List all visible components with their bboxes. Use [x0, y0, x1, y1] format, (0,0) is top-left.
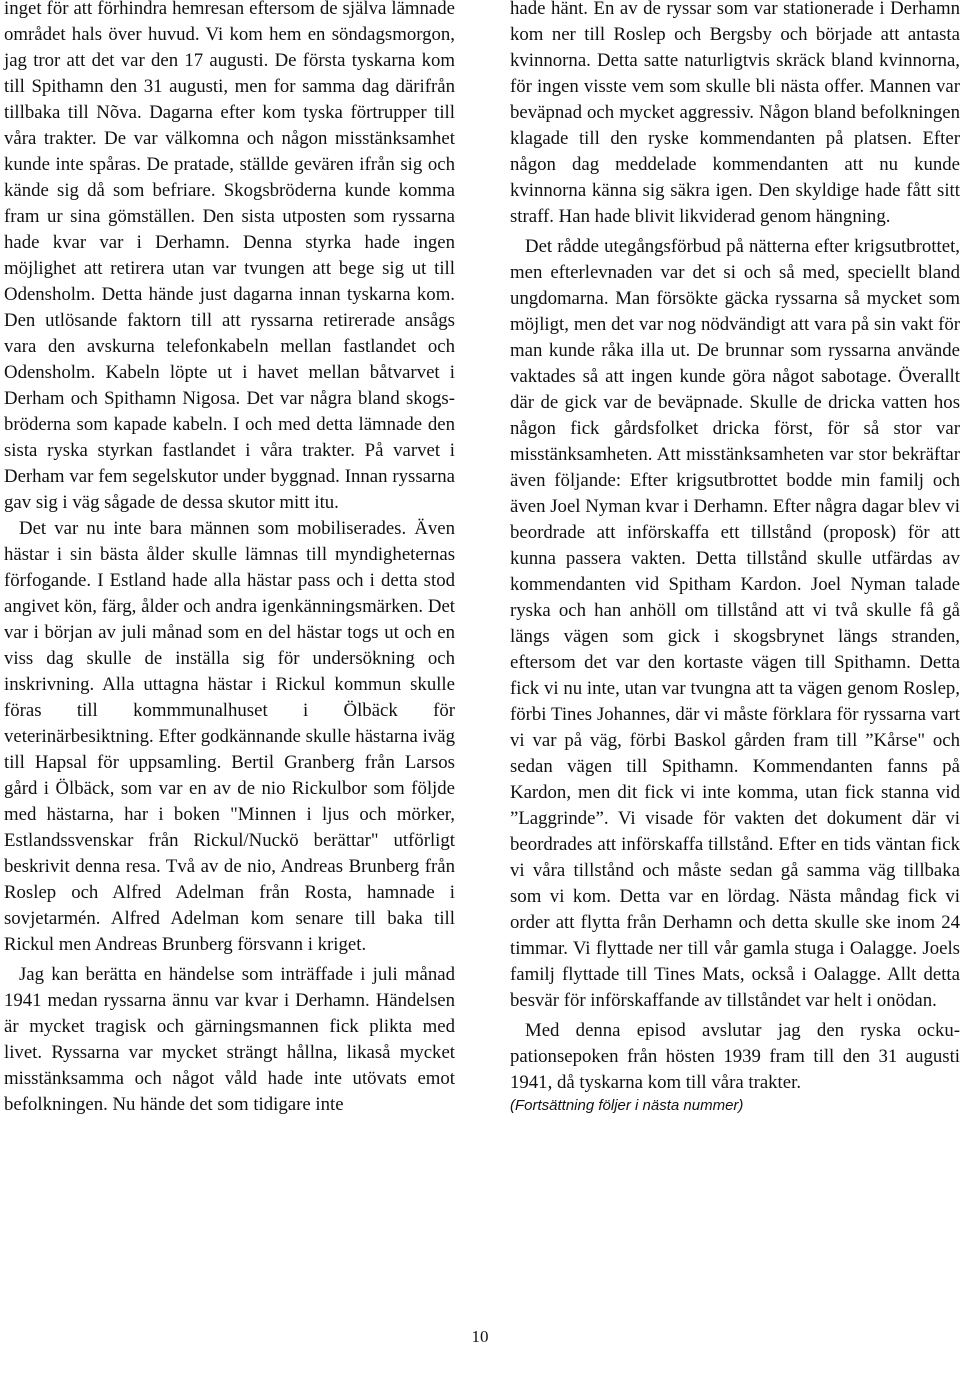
continuation-notice: (Fortsättning följer i nästa nummer)	[510, 1097, 744, 1114]
left-paragraph-1: inget för att förhindra hemresan eftersom de själva lämnade området hals över huvud. Vi kom hem en söndagsmorgon, jag tror att det var den 17 augusti. De första tyskarna kom till Spithamn den 31 augusti, men for samma dag därifrån tillbaka till Nõva. Dagarna efter kom tyska förtrupper till våra trakter. De var välkomna och någon misstänksamhet kunde inte spåras. De pratade, ställde gevären ifrån sig och kände sig då som befriare. Skogsbröderna kunde komma fram ur sina gömställen. Den sista utposten som ryssarna hade kvar var i Derhamn. Denna styrka hade ingen möjlighet att retirera utan var tvungen att bege sig ut till Odensholm. Detta hände just dagarna innan tyskarna kom. Den utlösande faktorn till att ryssarna retirerade ansågs vara den avskurna telefonkabeln mellan fastlandet och Odensholm. Kabeln löpte ut i havet mellan båtvarvet i Derham och Spithamn Nigosa. Det var några bland skogsbröderna som kapade kabeln. I och med detta lämnade den sista ryska styrkan fastlandet i våra trakter. På varvet i Derham var fem segelskutor under byggnad. Innan ryssarna gav sig i väg sågade de dessa skutor mitt itu.	[4, 0, 455, 513]
right-paragraph-2: Det rådde utegångsförbud på nätterna efter krigsutbrottet, men efterlevnaden var det si och så med, speciellt bland ungdomarna. Man försökte gäcka ryssarna så mycket som möjligt, men det var nog nödvändigt att vara på sin vakt för man kunde råka illa ut. De brunnar som ryssarna använde vaktades så att ingen kunde göra något sabotage. Överallt där de gick var de beväpnade. Skulle de dricka vatten hos någon fick gårdsfolket dricka först, för så stor var misstänksamheten. Att misstänksamheten var stor bekräftar även följande: Efter krigsutbrottet bodde min familj och även Joel Nyman kvar i Derhamn. Efter några dagar blev vi beordrade att införskaffa ett tillstånd (proposk) för att kunna passera vakten. Detta tillstånd skulle utfärdas av kommendanten vid Spitham Kardon. Joel Nyman talade ryska och han anhöll om tillstånd att vi två skulle få gå längs vägen som gick i skogsbrynet längs stranden, eftersom det var den kortaste vägen till Spithamn. Detta fick vi nu inte, utan var tvungna att ta vägen genom Roslep, förbi Tines Johannes, där vi måste förklara för ryssarna vart vi var på väg, förbi Baskol gården fram till ”Kårse" och sedan vägen till Spithamn. Kommendanten fanns på Kardon, men dit fick vi inte komma, utan fick stanna vid ”Laggrinde”. Vi visade för vakten det dokument där vi beordrades att införskaffa tillstånd. Efter en tids väntan fick vi våra tillstånd och måste sedan gå samma väg tillbaka som vi kom. Detta var en lördag. Nästa måndag fick vi order att flytta från Derhamn och detta skulle ske inom 24 timmar. Vi flyttade ner till vår gamla stuga i Oalagge. Joels familj flyttade till Tines Mats, också i Oalagge. Allt detta besvär för införskaffande av tillståndet var helt i onödan.	[510, 236, 960, 1011]
right-column	[510, 0, 960, 1116]
left-paragraph-3: Jag kan berätta en händelse som inträffade i juli månad 1941 medan ryssarna ännu var kvar i Derhamn. Händelsen är mycket tragisk och gärningsmannen fick plikta med livet. Ryssarna var mycket strängt hållna, likaså mycket misstänksamma och något våld hade inte utövats emot befolkningen. Nu hände det som tidigare inte	[4, 964, 455, 1115]
left-column	[4, 0, 455, 1118]
right-paragraph-1: hade hänt. En av de ryssar som var stationerade i Derhamn kom ner till Roslep och Bergsby och började att antasta kvinnorna. Detta satte naturligtvis skräck bland kvinnorna, för ingen visste vem som skulle bli nästa offer. Mannen var beväpnad och mycket aggressiv. Någon bland befolkningen klagade till den ryske kommendanten på platsen. Efter någon dag meddelade kommendanten att nu kunde kvinnorna känna sig säkra igen. Den skyldige hade fått sitt straff. Han hade blivit likviderad genom hängning.	[510, 0, 960, 227]
left-paragraph-2: Det var nu inte bara männen som mobiliserades. Även hästar i sin bästa ålder skulle lämnas till myndigheternas förfogande. I Estland hade alla hästar pass och i detta stod angivet kön, färg, ålder och andra igenkänningsmärken. Det var i början av juli månad som en del hästar togs ut och en viss dag skulle de inställa sig för undersökning och inskrivning. Alla uttagna hästar i Rickul kommun skulle föras till kommmunalhuset i Ölbäck för veterinärbesiktning. Efter godkännande skulle hästarna iväg till Hapsal för uppsamling. Bertil Granberg från Larsos gård i Ölbäck, som var en av de nio Rickulbor som följde med hästarna, har i boken "Minnen i ljus och mörker, Estlandssvenskar från Rickul/Nuckö berättar" utförligt beskrivit denna resa. Två av de nio, Andreas Brunberg från Roslep och Alfred Adelman från Rosta, hamnade i sovjetarmén. Alfred Adelman kom senare till baka till Rickul men Andreas Brunberg försvann i kriget.	[4, 518, 455, 955]
right-paragraph-3: Med denna episod avslutar jag den ryska ockupationsepoken från hösten 1939 fram till den 31 augusti 1941, då tyskarna kom till våra trakter.	[510, 1020, 960, 1093]
page-number: 10	[471, 1327, 489, 1346]
